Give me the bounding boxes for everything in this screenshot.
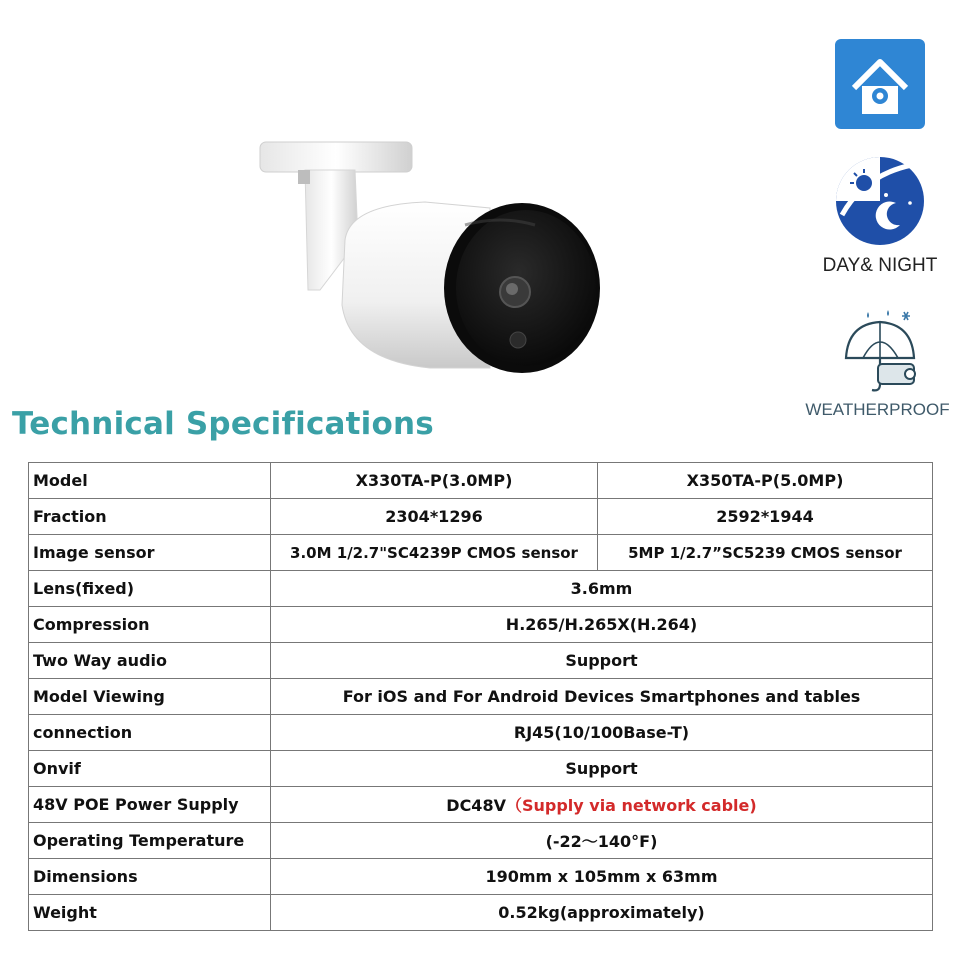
sun-moon-icon	[834, 155, 926, 247]
spec-label: Fraction	[29, 499, 271, 535]
spec-value-fraction-a: 2304*1296	[271, 499, 598, 535]
camera-image	[250, 130, 600, 400]
spec-value-model-a: X330TA-P(3.0MP)	[271, 463, 598, 499]
spec-label: Model Viewing	[29, 679, 271, 715]
spec-value-sensor-b: 5MP 1/2.7”SC5239 CMOS sensor	[598, 535, 933, 571]
spec-label: Lens(fixed)	[29, 571, 271, 607]
spec-label: Compression	[29, 607, 271, 643]
spec-row-model	[29, 463, 933, 499]
spec-label: Image sensor	[29, 535, 271, 571]
spec-row-compression	[29, 607, 933, 643]
page-title: Technical Specifications	[12, 406, 434, 442]
spec-value-temperature: (-22～140°F)	[271, 823, 933, 859]
spec-row-dimensions	[29, 859, 933, 895]
spec-row-lens	[29, 571, 933, 607]
spec-value-weight: 0.52kg(approximately)	[271, 895, 933, 931]
weatherproof-label: WEATHERPROOF	[805, 400, 950, 419]
spec-row-fraction	[29, 499, 933, 535]
spec-label: connection	[29, 715, 271, 751]
spec-value-sensor-a: 3.0M 1/2.7"SC4239P CMOS sensor	[271, 535, 598, 571]
spec-row-poe	[29, 787, 933, 823]
spec-value-fraction-b: 2592*1944	[598, 499, 933, 535]
spec-label: Two Way audio	[29, 643, 271, 679]
spec-value-onvif: Support	[271, 751, 933, 787]
spec-row-viewing	[29, 679, 933, 715]
spec-value-connection: RJ45(10/100Base-T)	[271, 715, 933, 751]
poe-voltage: DC48V	[446, 796, 506, 815]
spec-value-audio: Support	[271, 643, 933, 679]
spec-row-temperature	[29, 823, 933, 859]
spec-label: Model	[29, 463, 271, 499]
spec-label: Weight	[29, 895, 271, 931]
spec-table	[28, 462, 933, 931]
spec-label: Operating Temperature	[29, 823, 271, 859]
spec-value-poe	[271, 787, 933, 823]
day-night-badge	[820, 155, 940, 277]
spec-row-onvif	[29, 751, 933, 787]
spec-label: 48V POE Power Supply	[29, 787, 271, 823]
spec-label: Onvif	[29, 751, 271, 787]
spec-value-dimensions: 190mm x 105mm x 63mm	[271, 859, 933, 895]
spec-value-viewing: For iOS and For Android Devices Smartphones and tables	[271, 679, 933, 715]
spec-label: Dimensions	[29, 859, 271, 895]
poe-note: （Supply via network cable)	[505, 796, 757, 815]
spec-row-sensor	[29, 535, 933, 571]
spec-value-compression: H.265/H.265X(H.264)	[271, 607, 933, 643]
umbrella-camera-icon	[828, 306, 928, 396]
day-night-label: DAY& NIGHT	[822, 255, 938, 276]
home-camera-app-icon	[834, 38, 926, 130]
weatherproof-badge	[800, 306, 955, 420]
spec-row-connection	[29, 715, 933, 751]
spec-row-audio	[29, 643, 933, 679]
spec-row-weight	[29, 895, 933, 931]
spec-value-model-b: X350TA-P(5.0MP)	[598, 463, 933, 499]
spec-value-lens: 3.6mm	[271, 571, 933, 607]
